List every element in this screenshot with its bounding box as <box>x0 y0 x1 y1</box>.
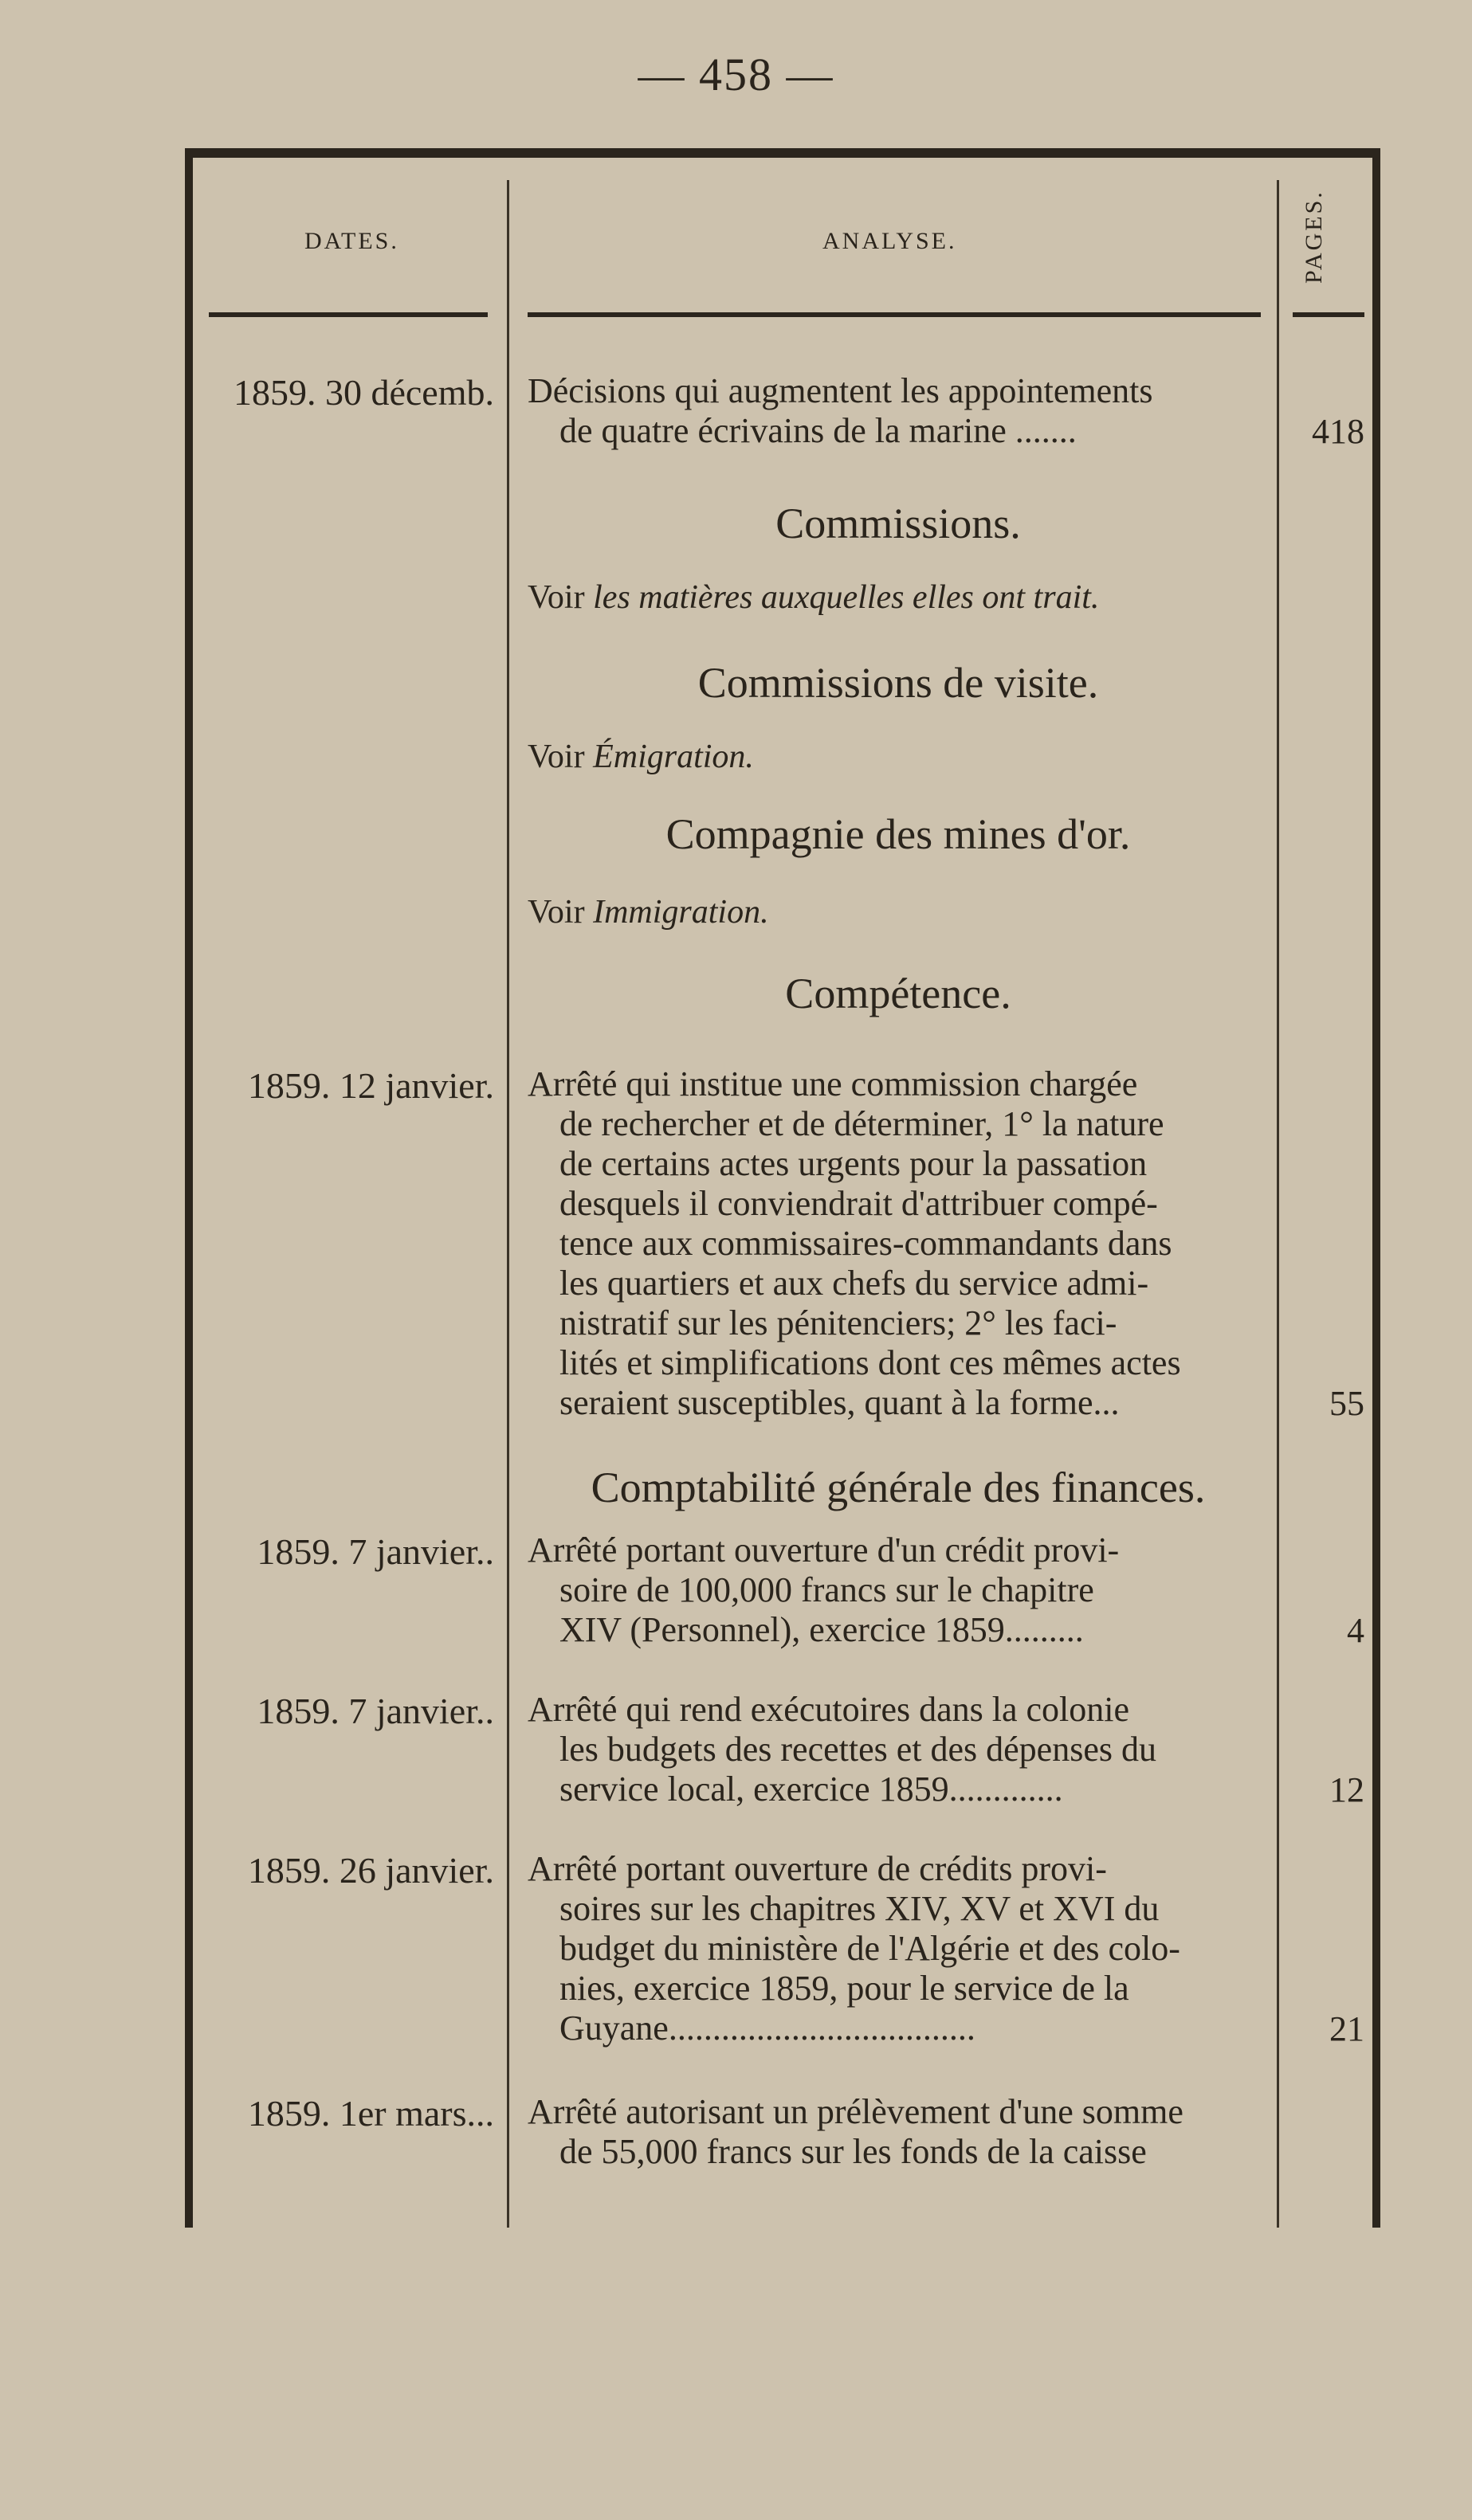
see-also-prefix: Voir <box>528 739 585 775</box>
section-heading: Compétence. <box>785 970 1011 1017</box>
entry-line: Arrêté portant ouverture de crédits provi- <box>528 1849 1107 1888</box>
table-right-rule <box>1372 148 1380 2228</box>
entry-line: Arrêté portant ouverture d'un crédit provi- <box>528 1530 1120 1570</box>
see-also <box>528 738 1269 776</box>
dates-column-header: DATES. <box>304 228 399 254</box>
entry-line: Arrêté autorisant un prélèvement d'une somme <box>528 2092 1183 2131</box>
page-number: — 458 — <box>638 49 834 100</box>
entry-line: Décisions qui augmentent les appointements <box>528 371 1153 410</box>
entry-line: nies, exercice 1859, pour le service de la <box>559 1969 1129 2008</box>
section-heading: Commissions de visite. <box>697 659 1099 707</box>
entry-date: 1859. 12 janvier. <box>247 1065 494 1106</box>
analyse-column-header: ANALYSE. <box>822 228 957 254</box>
entry-line: les budgets des recettes et des dépenses du <box>559 1730 1156 1769</box>
entry-line: lités et simplifications dont ces mêmes actes <box>559 1343 1181 1382</box>
entry-line: de rechercher et de déterminer, 1° la nature <box>559 1104 1164 1143</box>
entry-page-ref: 12 <box>1329 1770 1364 1809</box>
index-table <box>185 148 1380 2228</box>
entry-line: service local, exercice 1859............. <box>559 1769 1063 1809</box>
entry-line: de 55,000 francs sur les fonds de la caisse <box>559 2132 1147 2171</box>
see-also <box>528 578 1269 617</box>
entry-line: Arrêté qui institue une commission chargée <box>528 1064 1138 1103</box>
entry-line: XIV (Personnel), exercice 1859......... <box>559 1610 1084 1649</box>
section-heading: Comptabilité générale des finances. <box>591 1464 1206 1511</box>
entry-line: Guyane................................... <box>559 2009 975 2048</box>
entry-page-ref: 55 <box>1329 1384 1364 1423</box>
entry-page-ref: 418 <box>1312 412 1364 451</box>
section-heading: Commissions. <box>775 500 1021 547</box>
table-top-rule <box>185 148 1380 158</box>
entry-line: les quartiers et aux chefs du service admi- <box>559 1264 1149 1303</box>
entry-text <box>528 1530 1269 1650</box>
entry-line: budget du ministère de l'Algérie et des colo- <box>559 1929 1180 1968</box>
see-also-prefix: Voir <box>528 579 585 616</box>
entry-date: 1859. 7 janvier.. <box>257 1531 494 1572</box>
entry-line: tence aux commissaires-commandants dans <box>559 1224 1172 1263</box>
pages-header-rule <box>1293 312 1364 317</box>
pages-column-header: PAGES. <box>1301 190 1327 284</box>
entry-text <box>528 1849 1269 2048</box>
entry-text <box>528 371 1269 451</box>
see-also-prefix: Voir <box>528 894 585 931</box>
table-left-rule <box>185 148 193 2228</box>
dates-header-rule <box>209 312 488 317</box>
entry-text <box>528 1064 1269 1423</box>
section-heading: Compagnie des mines d'or. <box>665 810 1131 858</box>
entry-date: 1859. 1er mars... <box>247 2093 494 2134</box>
entry-line: nistratif sur les pénitenciers; 2° les faci- <box>559 1303 1117 1342</box>
entry-line: soire de 100,000 francs sur le chapitre <box>559 1570 1094 1609</box>
see-also-ref: Immigration. <box>593 894 769 931</box>
entry-page-ref: 21 <box>1329 2009 1364 2048</box>
entry-page-ref: 4 <box>1347 1611 1364 1650</box>
entry-date: 1859. 26 janvier. <box>247 1850 494 1891</box>
see-also-ref: les matières auxquelles elles ont trait. <box>593 579 1100 616</box>
entry-date: 1859. 7 janvier.. <box>257 1691 494 1731</box>
entry-date: 1859. 30 décemb. <box>233 372 494 413</box>
entry-line: seraient susceptibles, quant à la forme... <box>559 1383 1120 1422</box>
entry-line: desquels il conviendrait d'attribuer compé- <box>559 1184 1158 1223</box>
entry-line: Arrêté qui rend exécutoires dans la colonie <box>528 1690 1130 1729</box>
entry-line: de certains actes urgents pour la passation <box>559 1144 1148 1183</box>
dates-column-divider <box>507 180 509 2228</box>
see-also-ref: Émigration. <box>593 739 754 775</box>
entry-text <box>528 2092 1269 2172</box>
analyse-header-rule <box>528 312 1261 317</box>
see-also <box>528 893 1269 931</box>
pages-column-divider <box>1277 180 1279 2228</box>
entry-line: de quatre écrivains de la marine ....... <box>559 411 1077 450</box>
entry-line: soires sur les chapitres XIV, XV et XVI du <box>559 1889 1160 1928</box>
entry-text <box>528 1690 1269 1809</box>
